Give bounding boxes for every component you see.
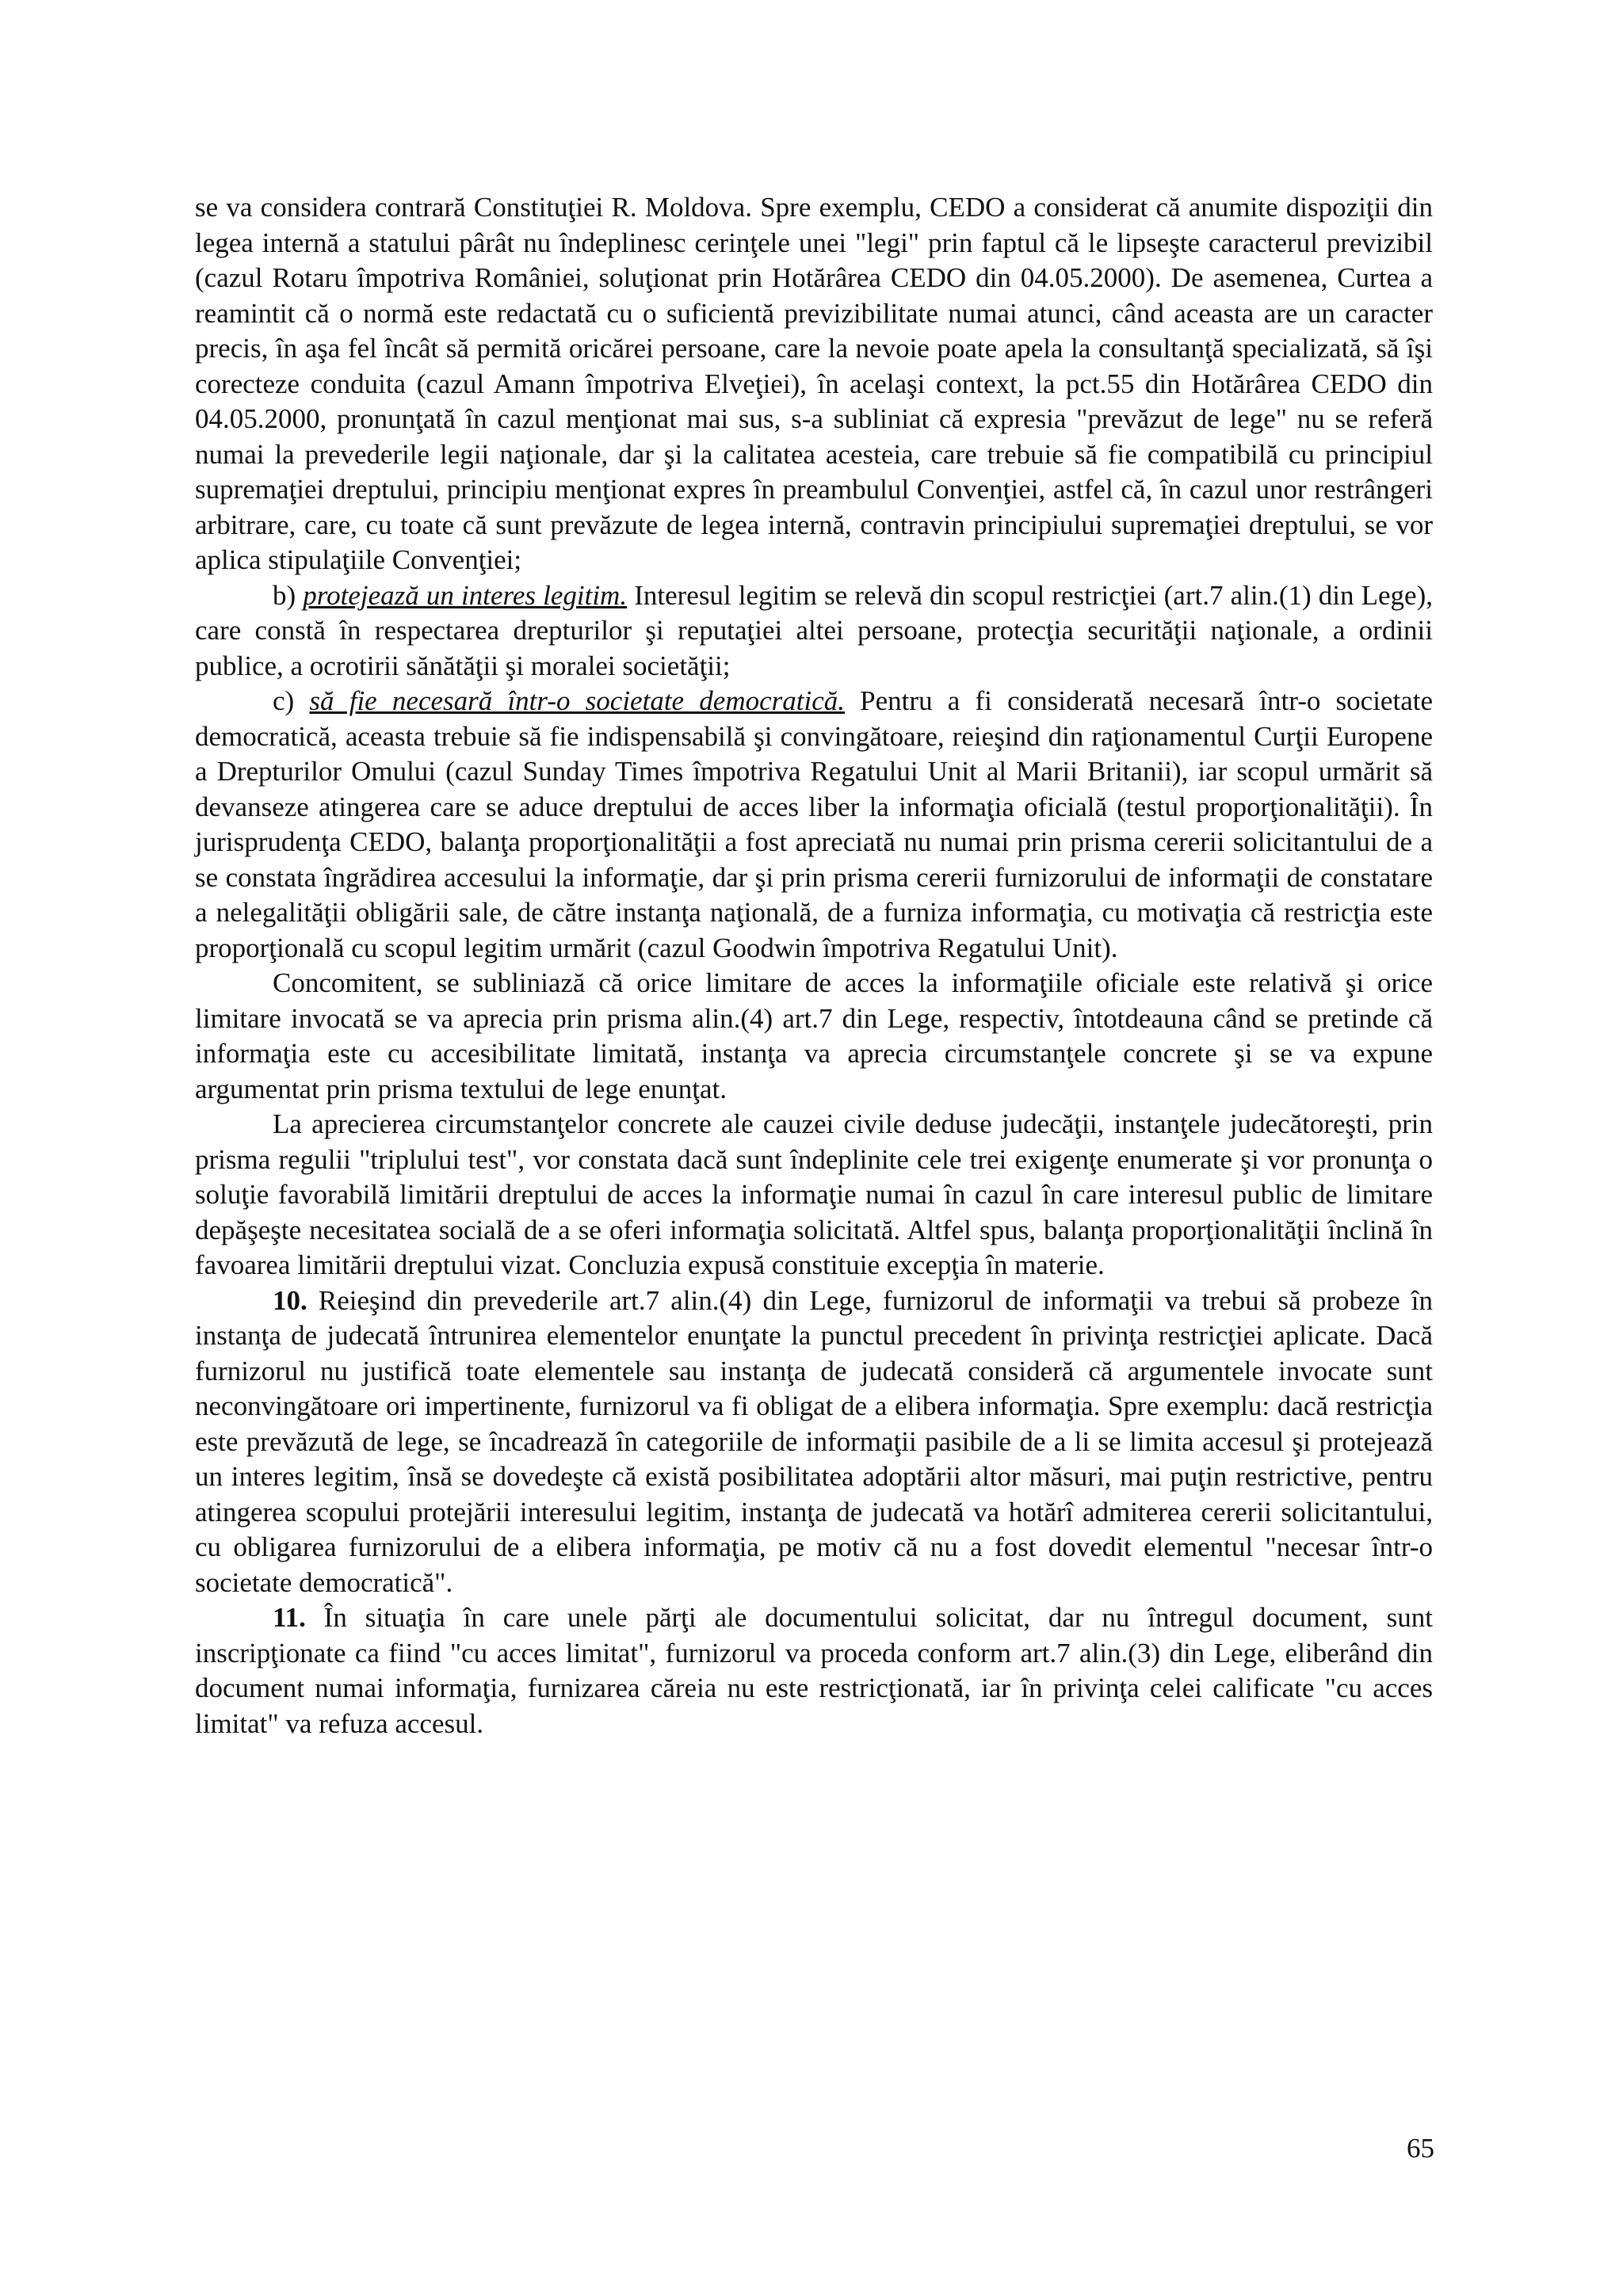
- point-11-number: 11.: [273, 1602, 306, 1633]
- item-c-prefix: c): [273, 685, 310, 716]
- page-number: 65: [1407, 2133, 1434, 2164]
- paragraph-point-10: [195, 1283, 1433, 1601]
- item-b-prefix: b): [273, 579, 304, 611]
- point-10-text: Reieşind din prevederile art.7 alin.(4) din Lege, furnizorul de informaţii va trebui să probeze în instanţa de judecată întrunirea elementelor enunţate la punctul precedent în privinţa restricţiei aplicate. Dacă furnizorul nu justifică toate elementele sau instanţa de judecată consideră că argumentele invocate sunt neconvingătoare ori impertinente, furnizorul va fi obligat de a elibera informaţia. Spre exemplu: dacă restricţia este prevăzută de lege, se încadrează în categoriile de informaţii pasibile de a li se limita accesul şi protejează un interes legitim, însă se dovedeşte că există posibilitatea adoptării altor măsuri, mai puţin restrictive, pentru atingerea scopului protejării interesului legitim, instanţa de judecată va hotărî admiterea cererii solicitantului, cu obligarea furnizorului de a elibera informaţia, pe motiv că nu a fost dovedit elementul "necesar într-o societate democratică".: [195, 1284, 1433, 1598]
- item-b-text: Interesul legitim se relevă din scopul restricţiei (art.7 alin.(1) din Lege), care constă în respectarea drepturilor şi reputaţiei altei persoane, protecţia securităţii naţionale, a ordinii publice, a ocrotirii sănătăţii şi moralei societăţii;: [195, 579, 1433, 681]
- paragraph-item-c: [195, 684, 1433, 966]
- item-c-text: Pentru a fi considerată necesară într-o societate democratică, aceasta trebuie să fie indispensabilă şi convingătoare, reieşind din raţionamentul Curţii Europene a Drepturilor Omului (cazul Sunday Times împotriva Regatului Unit al Marii Britanii), iar scopul urmărit să devanseze atingerea care se aduce dreptului de acces liber la informaţia oficială (testul proporţionalităţii). În jurisprudenţa CEDO, balanţa proporţionalităţii a fost apreciată nu numai prin prisma cererii solicitantului de a se constata îngrădirea accesului la informaţie, dar şi prin prisma cererii furnizorului de informaţii de constatare a nelegalităţii obligării sale, de către instanţa naţională, de a furniza informaţia, cu motivaţia că restricţia este proporţională cu scopul legitim urmărit (cazul Goodwin împotriva Regatului Unit).: [195, 685, 1433, 963]
- item-b-heading: protejează un interes legitim.: [303, 579, 628, 611]
- paragraph-apreciere: La aprecierea circumstanţelor concrete ale cauzei civile deduse judecăţii, instanţele judecătoreşti, prin prisma regulii "triplului test", vor constata dacă sunt îndeplinite cele trei exigenţe enumerate şi vor pronunţa o soluţie favorabilă limitării dreptului de acces la informaţie numai în cazul în care interesul public de limitare depăşeşte necesitatea socială de a se oferi informaţia solicitată. Altfel spus, balanţa proporţionalităţii înclină în favoarea limitării dreptului vizat. Concluzia expusă constituie excepţia în materie.: [195, 1108, 1433, 1280]
- document-body: [195, 190, 1433, 1741]
- paragraph-concomitent: Concomitent, se subliniază că orice limitare de acces la informaţiile oficiale este relativă şi orice limitare invocată se va aprecia prin prisma alin.(4) art.7 din Lege, respectiv, întotdeauna când se pretinde că informaţia este cu accesibilitate limitată, instanţa va aprecia circumstanţele concrete şi se va expune argumentat prin prisma textului de lege enunţat.: [195, 967, 1433, 1104]
- point-11-text: În situaţia în care unele părţi ale documentului solicitat, dar nu întregul document, sunt inscripţionate ca fiind "cu acces limitat", furnizorul va proceda conform art.7 alin.(3) din Lege, eliberând din document numai informaţia, furnizarea căreia nu este restricţionată, iar în privinţa celei calificate "cu acces limitat" va refuza accesul.: [195, 1602, 1433, 1739]
- point-10-number: 10.: [273, 1284, 307, 1316]
- paragraph-continuation: se va considera contrară Constituţiei R. Moldova. Spre exemplu, CEDO a considerat că anumite dispoziţii din legea internă a statului pârât nu îndeplinesc cerinţele unei "legi" prin faptul că le lipseşte caracterul previzibil (cazul Rotaru împotriva României, soluţionat prin Hotărârea CEDO din 04.05.2000). De asemenea, Curtea a reamintit că o normă este redactată cu o suficientă previzibilitate numai atunci, când aceasta are un caracter precis, în aşa fel încât să permită oricărei persoane, care la nevoie poate apela la consultanţă specializată, să îşi corecteze conduita (cazul Amann împotriva Elveţiei), în acelaşi context, la pct.55 din Hotărârea CEDO din 04.05.2000, pronunţată în cazul menţionat mai sus, s-a subliniat că expresia "prevăzut de lege" nu se referă numai la prevederile legii naţionale, dar şi la calitatea acesteia, care trebuie să fie compatibilă cu principiul supremaţiei dreptului, principiu menţionat expres în preambulul Convenţiei, astfel că, în cazul unor restrângeri arbitrare, care, cu toate că sunt prevăzute de legea internă, contravin principiului supremaţiei dreptului, se vor aplica stipulaţiile Convenţiei;: [195, 192, 1433, 575]
- paragraph-item-b: [195, 578, 1433, 685]
- paragraph-point-11: [195, 1600, 1433, 1741]
- item-c-heading: să fie necesară într-o societate democratică.: [309, 685, 845, 716]
